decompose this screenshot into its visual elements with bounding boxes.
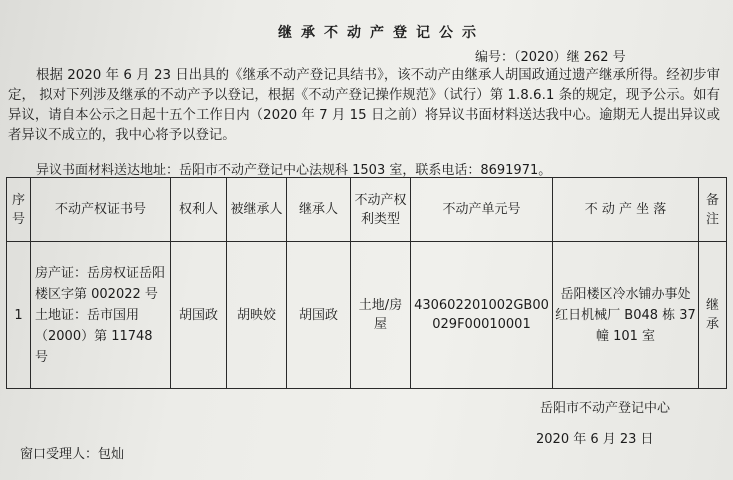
cell-cert-no: [31, 242, 171, 389]
table-row: [7, 242, 727, 389]
objection-address: 异议书面材料送达地址：岳阳市不动产登记中心法规科 1503 室，联系电话：8691971。: [36, 163, 552, 178]
header-remark: 备注: [699, 178, 727, 242]
cell-remark: 继承: [699, 242, 727, 389]
cell-heir: 胡国政: [287, 242, 351, 389]
doc-number: 编号：（2020）继 262 号: [475, 50, 626, 65]
issue-date: 2020 年 6 月 23 日: [536, 432, 654, 447]
header-right-type: 不动产权利类型: [351, 178, 411, 242]
notice-body: 根据 2020 年 6 月 23 日出具的《继承不动产登记具结书》，该不动产由继承人胡国政通过遗产继承所得。经初步审定， 拟对下列涉及继承的不动产予以登记，根据《不动产登记操作规范》（试行）第 1.8.6.1 条的规定，现予公示。如有异议，请自本公示之日起十五个工作日内（2020 年 7 月 15 日之前）将异议书面材料送达我中心。逾期无人提出异议或者异议不成立的，我中心将予以登记。: [8, 68, 720, 143]
notice-title: 继承不动产登记公示: [278, 25, 485, 41]
cell-decedent: 胡映姣: [227, 242, 287, 389]
property-cert: 房产证：岳房权证岳阳楼区字第 002022 号: [35, 265, 166, 302]
header-owner: 权利人: [171, 178, 227, 242]
registration-table: [6, 177, 727, 389]
header-location: 不 动 产 坐 落: [553, 178, 699, 242]
header-decedent: 被继承人: [227, 178, 287, 242]
issuing-organization: 岳阳市不动产登记中心: [540, 401, 671, 416]
cell-seq: 1: [7, 242, 31, 389]
table-header-row: [7, 178, 727, 242]
cell-right-type: 土地/房屋: [351, 242, 411, 389]
cell-location: 岳阳楼区冷水铺办事处红日机械厂 B048 栋 37 幢 101 室: [553, 242, 699, 389]
header-heir: 继承人: [287, 178, 351, 242]
cell-unit-no: 430602201002GB00029F00010001: [411, 242, 553, 389]
header-unit-no: 不动产单元号: [411, 178, 553, 242]
land-cert: 土地证：岳市国用（2000）第 11748 号: [35, 307, 153, 365]
cell-owner: 胡国政: [171, 242, 227, 389]
header-seq: 序号: [7, 178, 31, 242]
header-cert-no: 不动产权证书号: [31, 178, 171, 242]
window-clerk: 窗口受理人：包灿: [20, 447, 125, 462]
